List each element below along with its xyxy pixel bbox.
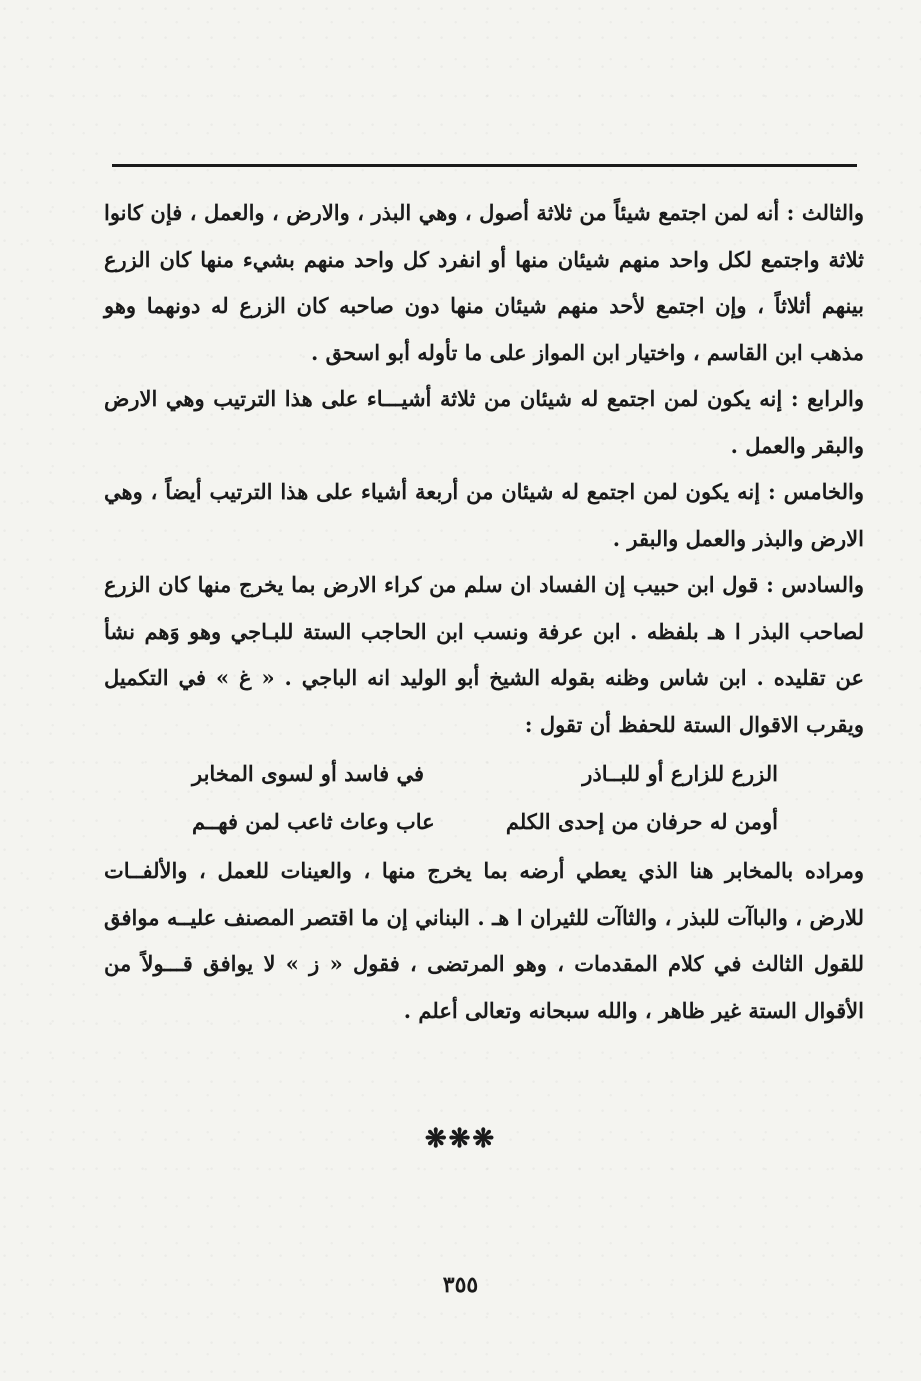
header-rule: [112, 164, 857, 167]
verse-line: [104, 798, 864, 846]
main-text-block: [104, 190, 864, 1034]
verse-line: [104, 750, 864, 798]
paragraph-explanation: ومراده بالمخابر هنا الذي يعطي أرضه بما يخرج منها ، والعينات للعمل ، والألفــات للارض ، والباآت للبذر ، والثاآت للثيران ا هـ . البناني إن ما اقتصر المصنف عليــه موافق للقول الثالث في كلام المقدمات ، وهو المرتضى ، فقول « ز » لا يوافق قـــولاً من الأقوال الستة غير ظاهر ، والله سبحانه وتعالى أعلم .: [104, 858, 864, 1023]
page-number: ٣٥٥: [442, 1272, 479, 1298]
verse-second-hemistich: عاب وعاث ثاعب لمن فهــم: [192, 809, 435, 834]
paragraph-fourth-opinion: والرابع : إنه يكون لمن اجتمع له شيئان من ثلاثة أشيـــاء على هذا الترتيب وهي الارض والبقر والعمل .: [104, 386, 864, 458]
paragraph-third-opinion: والثالث : أنه لمن اجتمع شيئاً من ثلاثة أصول ، وهي البذر ، والارض ، والعمل ، فإن كانوا ثلاثة واجتمع لكل واحد منهم شيئان منها أو انفرد كل واحد منهم بشيء منها كان الزرع بينهم أثلاثاً ، وإن اجتمع لأحد منهم شيئان منها دون صاحبه كان الزرع له دونهما وهو مذهب ابن القاسم ، واختيار ابن المواز على ما تأوله أبو اسحق .: [104, 200, 864, 365]
verse-second-hemistich: في فاسد أو لسوى المخابر: [192, 761, 424, 786]
poem-verses: [104, 750, 864, 846]
paragraph-sixth-opinion: والسادس : قول ابن حبيب إن الفساد ان سلم من كراء الارض بما يخرج منها كان الزرع لصاحب البذر ا هـ بلفظه . ابن عرفة ونسب ابن الحاجب الستة للبـاجي وهو وَهم نشأ عن تقليده . ابن شاس وظنه بقوله الشيخ أبو الوليد انه الباجي . « غ » في التكميل ويقرب الاقوال الستة للحفظ أن تقول :: [104, 572, 864, 737]
verse-first-hemistich: أومن له حرفان من إحدى الكلم: [505, 809, 778, 834]
section-separator-ornament: ❋❋❋: [424, 1124, 497, 1154]
verse-first-hemistich: الزرع للزارع أو للبــاذر: [582, 761, 778, 786]
paragraph-fifth-opinion: والخامس : إنه يكون لمن اجتمع له شيئان من أربعة أشياء على هذا الترتيب أيضاً ، وهي الارض والبذر والعمل والبقر .: [104, 479, 864, 551]
